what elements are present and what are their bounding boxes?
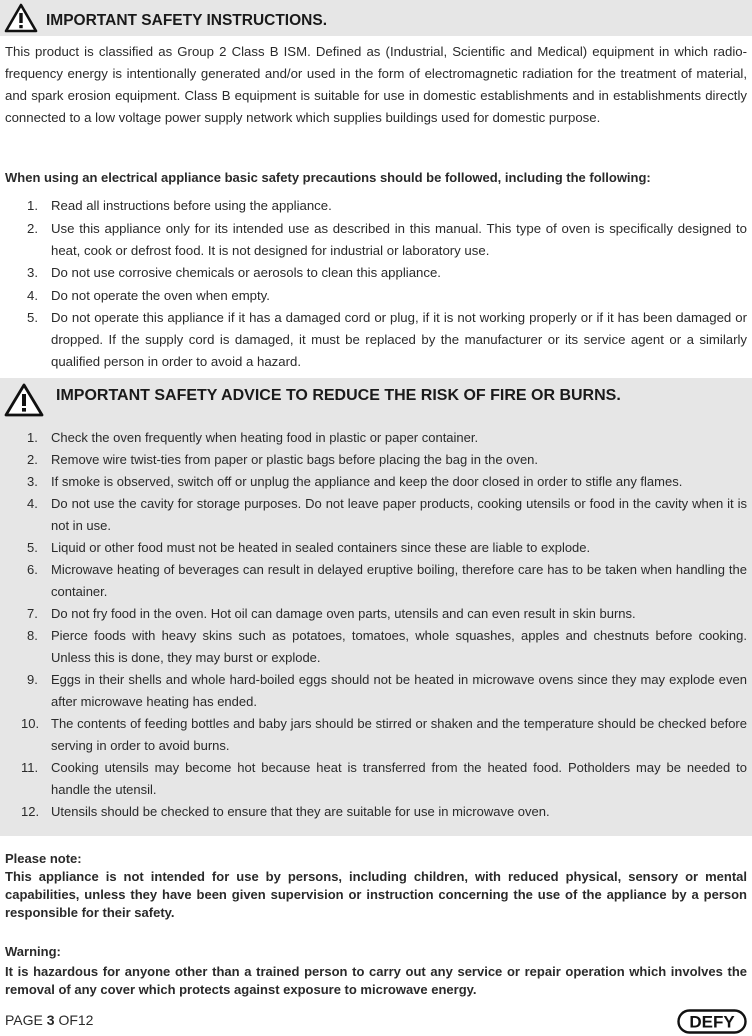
section2-panel: [0, 378, 752, 836]
item-text: Use this appliance only for its intended use as described in this manual. This type of oven is specifically designed to heat, cook or defrost food. It is not designed for industrial or laboratory use.: [51, 220, 747, 258]
list-item: [5, 625, 747, 669]
list-item: [5, 757, 747, 801]
fire-burn-advice-list: [5, 427, 747, 823]
section2-title: IMPORTANT SAFETY ADVICE TO REDUCE THE RISK OF FIRE OR BURNS.: [56, 387, 621, 404]
list-item: [5, 218, 747, 262]
item-number: 9.: [27, 672, 38, 687]
list-item: [5, 537, 747, 559]
item-number: 12.: [21, 804, 40, 819]
item-text: Cooking utensils may become hot because heat is transferred from the heated food. Potholders may be needed to handle the utensil.: [51, 760, 747, 797]
item-text: The contents of feeding bottles and baby jars should be stirred or shaken and the temperature should be checked before serving in order to avoid burns.: [51, 716, 747, 753]
list-item: [5, 285, 747, 307]
item-text: Eggs in their shells and whole hard-boiled eggs should not be heated in microwave ovens since they may explode even after microwave heating has ended.: [51, 672, 747, 709]
item-text: Do not operate this appliance if it has a damaged cord or plug, if it is not working properly or if it has been damaged or dropped. If the supply cord is damaged, it must be replaced by the manufacturer or its service agent or a similarly qualified person in order to avoid a hazard.: [51, 310, 747, 369]
item-text: Pierce foods with heavy skins such as potatoes, tomatoes, whole squashes, apples and chestnuts before cooking. Unless this is done, they may burst or explode.: [51, 628, 747, 665]
item-text: Utensils should be checked to ensure that they are suitable for use in microwave oven.: [51, 804, 550, 819]
warning-triangle-icon: [4, 3, 38, 33]
section1-header: [0, 0, 752, 36]
item-number: 1.: [27, 198, 38, 213]
item-text: Do not use corrosive chemicals or aerosols to clean this appliance.: [51, 265, 441, 280]
page-prefix: PAGE: [5, 1012, 47, 1028]
list-item: [5, 262, 747, 284]
item-number: 2.: [27, 452, 38, 467]
item-text: Liquid or other food must not be heated in sealed containers since these are liable to explode.: [51, 540, 591, 555]
item-number: 2.: [27, 220, 38, 236]
item-number: 5.: [27, 310, 38, 325]
please-note-text: This appliance is not intended for use by persons, including children, with reduced physical, sensory or mental capabilities, unless they have been given supervision or instruction concerning the use of the appliance by a person responsible for their safety.: [5, 869, 747, 920]
list-item: [5, 713, 747, 757]
item-text: Check the oven frequently when heating food in plastic or paper container.: [51, 430, 479, 445]
list-item: [5, 449, 747, 471]
item-number: 3.: [27, 474, 38, 489]
item-number: 6.: [27, 562, 38, 577]
item-number: 4.: [27, 287, 38, 303]
list-item: [5, 195, 747, 217]
list-item: [5, 307, 747, 373]
item-number: 4.: [27, 496, 38, 511]
intro-paragraph: This product is classified as Group 2 Class B ISM. Defined as (Industrial, Scientific and Medical) equipment in which radio-frequency energy is intentionally generated and/or used in the form of electromagnetic radiation for the treatment of material, and spark erosion equipment. Class B equipment is suitable for use in domestic establishments and in establishments directly connected to a low voltage power supply network which supplies buildings used for domestic purpose.: [5, 44, 747, 125]
item-number: 1.: [27, 430, 38, 445]
item-number: 8.: [27, 628, 38, 643]
list-item: [5, 427, 747, 449]
precautions-lead: When using an electrical appliance basic safety precautions should be followed, including the following:: [5, 170, 651, 185]
list-item: [5, 559, 747, 603]
defy-logo: [677, 1009, 747, 1034]
item-text: Read all instructions before using the appliance.: [51, 198, 332, 213]
list-item: [5, 471, 747, 493]
list-item: [5, 669, 747, 713]
page-number: 3: [46, 1012, 55, 1028]
item-text: If smoke is observed, switch off or unplug the appliance and keep the door closed in order to stifle any flames.: [51, 474, 683, 489]
item-text: Do not use the cavity for storage purposes. Do not leave paper products, cooking utensils or food in the cavity when it is not in use.: [51, 496, 747, 533]
item-number: 3.: [27, 265, 38, 280]
item-text: Do not fry food in the oven. Hot oil can damage oven parts, utensils and can even result in skin burns.: [51, 606, 636, 621]
brand-text: DEFY: [689, 1012, 735, 1032]
page-suffix: OF12: [54, 1012, 94, 1028]
list-item: [5, 493, 747, 537]
warning-text: It is hazardous for anyone other than a trained person to carry out any service or repair operation which involves the removal of any cover which protects against exposure to microwave energy.: [5, 964, 747, 997]
warning-triangle-icon: [4, 383, 44, 417]
item-number: 11.: [21, 760, 39, 775]
basic-precautions-list: [5, 195, 747, 374]
list-item: [5, 603, 747, 625]
item-text: Do not operate the oven when empty.: [51, 287, 270, 303]
section1-title: IMPORTANT SAFETY INSTRUCTIONS.: [46, 12, 328, 29]
item-number: 5.: [27, 540, 38, 555]
page-indicator: [5, 1012, 93, 1028]
list-item: [5, 801, 747, 823]
item-text: Remove wire twist-ties from paper or plastic bags before placing the bag in the oven.: [51, 452, 539, 467]
item-text: Microwave heating of beverages can result in delayed eruptive boiling, therefore care has to be taken when handling the container.: [51, 562, 747, 599]
warning-label: Warning:: [5, 944, 61, 959]
please-note-label: Please note:: [5, 851, 82, 866]
item-number: 7.: [27, 606, 38, 621]
item-number: 10.: [21, 716, 40, 731]
